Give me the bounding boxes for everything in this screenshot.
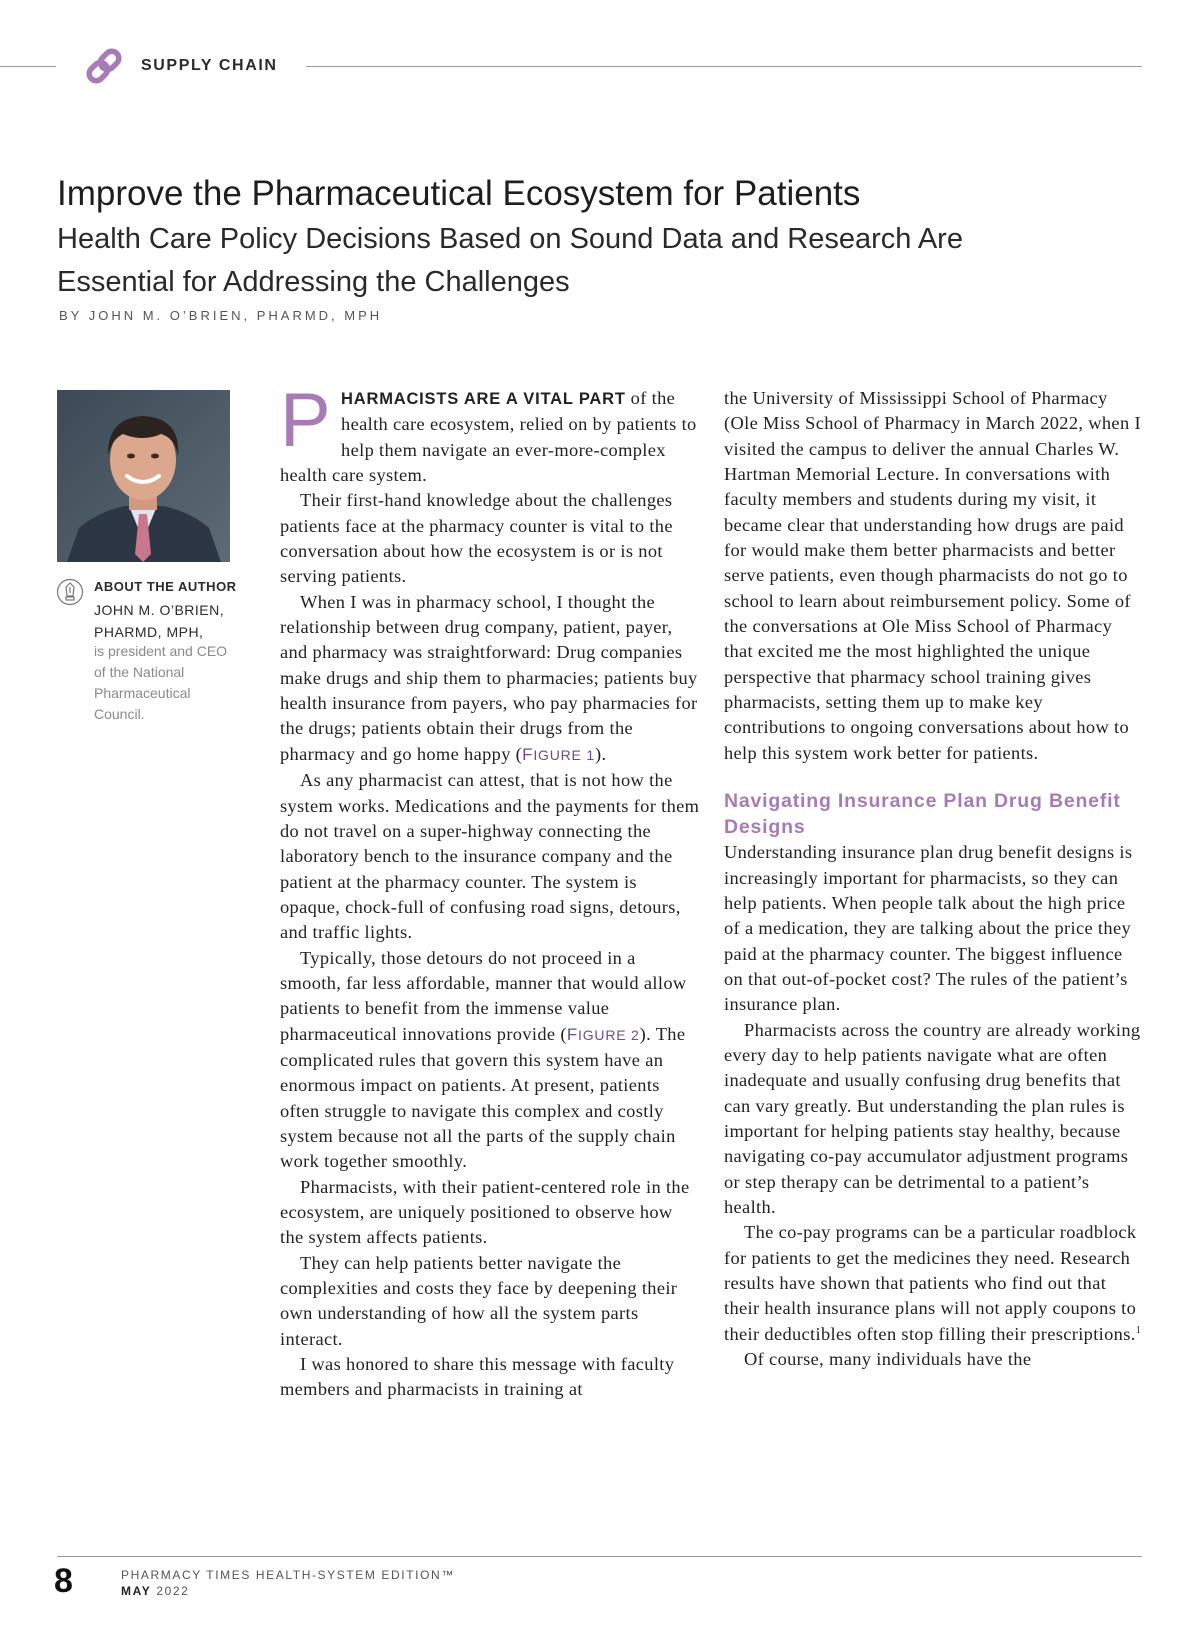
link-chain-icon	[82, 44, 126, 88]
author-photo	[57, 390, 230, 562]
figure-1-link[interactable]: FIGURE 1	[522, 744, 595, 764]
body-column-1	[280, 378, 700, 1403]
drop-cap: P	[280, 378, 332, 463]
paragraph-1: PHARMACISTS ARE A VITAL PART of the health care ecosystem, relied on by patients to help them navigate an ever-more-complex health care system.	[280, 378, 697, 486]
paragraph-7: They can help patients better navigate the complexities and costs they face by deepening their own understanding of how all the system parts interact.	[280, 1252, 678, 1349]
paragraph-8-continued: the University of Mississippi School of Pharmacy (Ole Miss School of Pharmacy in March 2022, when I visited the campus to deliver the annual Charles W. Hartman Memorial Lecture. In conversations with faculty members and students during my visit, it became clear that understanding how drugs are paid for would make them better pharmacists and better serve patients, even though pharmacists do not go to school to learn about reimbursement policy. Some of the conversations at Ole Miss School of Pharmacy that excited me the most highlighted the unique perspective that pharmacy school training gives pharmacists, setting them up to make key contributions to ongoing conversations about how to help this system work better for patients.	[724, 388, 1141, 763]
footer-rule	[57, 1556, 1142, 1557]
paragraph-4: As any pharmacist can attest, that is not how the system works. Medications and the payments for them do not travel on a super-highway connecting the laboratory bench to the insurance company and the patient at the pharmacy counter. The system is opaque, chock-full of confusing road signs, detours, and traffic lights.	[280, 770, 700, 943]
publication-name: PHARMACY TIMES HEALTH-SYSTEM EDITION™	[121, 1568, 455, 1582]
pen-nib-icon	[56, 578, 84, 606]
header-rule-left	[0, 66, 56, 67]
paragraph-5: Typically, those detours do not proceed in a smooth, far less affordable, manner that would allow patients to benefit from the immense value pharmaceutical innovations provide (FIGURE 2). The complicated rules that govern this system have an enormous impact on patients. At present, patients often struggle to navigate this complex and costly system because not all the parts of the supply chain work together smoothly.	[280, 947, 687, 1172]
author-name: JOHN M. O’BRIEN, PHARMD, MPH,	[94, 602, 225, 640]
header-rule-right	[306, 66, 1142, 67]
paragraph-8: I was honored to share this message with faculty members and pharmacists in training at	[280, 1354, 675, 1400]
section-subhead: Navigating Insurance Plan Drug Benefit Designs	[724, 790, 1121, 839]
footnote-1[interactable]: 1	[1135, 1324, 1142, 1336]
byline: BY JOHN M. O’BRIEN, PHARMD, MPH	[59, 308, 383, 323]
body-column-2	[724, 386, 1144, 1372]
paragraph-2: Their first-hand knowledge about the challenges patients face at the pharmacy counter is vital to the conversation about how the ecosystem is or is not serving patients.	[280, 490, 673, 587]
paragraph-6: Pharmacists, with their patient-centered role in the ecosystem, are uniquely positioned to observe how the system affects patients.	[280, 1176, 690, 1248]
lead-in: HARMACISTS ARE A VITAL PART	[341, 390, 626, 408]
page-number: 8	[54, 1562, 73, 1600]
paragraph-3: When I was in pharmacy school, I thought the relationship between drug company, patient, payer, and pharmacy was straightforward: Drug companies make drugs and ship them to pharmacies; patients buy health insurance from payers, who pay pharmacies for the drugs; patients obtain their drugs from the pharmacy and go home happy (FIGURE 1).	[280, 591, 698, 764]
about-author-label: ABOUT THE AUTHOR	[94, 579, 237, 594]
section-label: SUPPLY CHAIN	[141, 57, 278, 74]
paragraph-12: Of course, many individuals have the	[744, 1349, 1032, 1370]
paragraph-10: Pharmacists across the country are already working every day to help patients navigate what are often inadequate and usually confusing drug benefits that can vary greatly. But understanding the plan rules is important for helping patients stay healthy, because navigating co-pay accumulator adjustment programs or step therapy can be detrimental to a patient’s health.	[724, 1019, 1141, 1217]
author-description: is president and CEO of the National Pharmaceutical Council.	[94, 643, 228, 722]
article-subtitle: Health Care Policy Decisions Based on Sound Data and Research Are Essential for Addressing the Challenges	[57, 223, 963, 298]
paragraph-11: The co-pay programs can be a particular roadblock for patients to get the medicines they need. Research results have shown that patients who find out that their health insurance plans will not apply coupons to their deductibles often stop filling their prescriptions.$^1$	[724, 1222, 1142, 1344]
issue-date: MAY 2022	[121, 1584, 190, 1598]
article-title: Improve the Pharmaceutical Ecosystem for Patients	[57, 174, 861, 213]
paragraph-9: Understanding insurance plan drug benefit designs is increasingly important for pharmacists, so they can help patients. When people talk about the high price of a medication, they are talking about the price they paid at the pharmacy counter. The biggest influence on that out-of-pocket cost? The rules of the patient’s insurance plan.	[724, 842, 1133, 1015]
figure-2-link[interactable]: FIGURE 2	[566, 1024, 640, 1044]
